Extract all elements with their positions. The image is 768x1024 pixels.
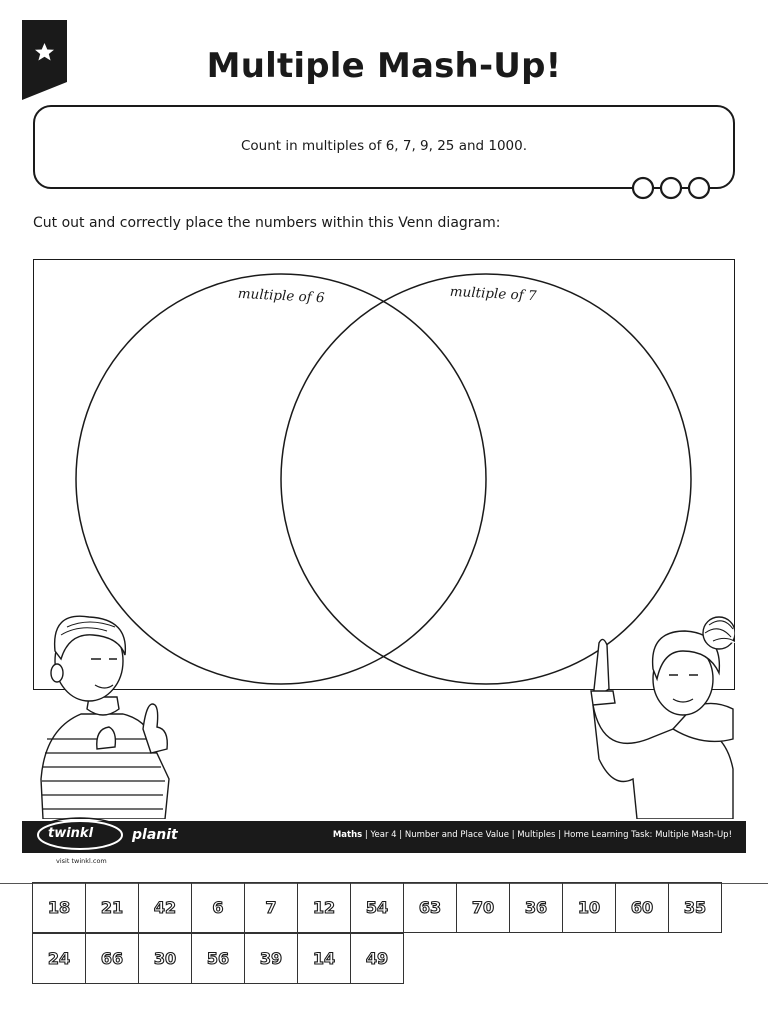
number-card[interactable]: 36	[509, 882, 563, 933]
number-card[interactable]: 63	[403, 882, 457, 933]
number-card[interactable]: 66	[85, 933, 139, 984]
number-card[interactable]: 6	[191, 882, 245, 933]
venn-label-right: multiple of 7	[449, 283, 537, 305]
decorative-rings-icon	[628, 176, 716, 202]
boy-illustration	[41, 616, 169, 819]
number-cards	[32, 883, 722, 985]
task-instruction: Cut out and correctly place the numbers within this Venn diagram:	[33, 215, 501, 231]
footer-meta-text: | Year 4 | Number and Place Value | Multiples | Home Learning Task: Multiple Mash-Up!	[362, 830, 732, 840]
number-card[interactable]: 35	[668, 882, 722, 933]
number-card[interactable]: 7	[244, 882, 298, 933]
footer-subject: Maths	[332, 830, 363, 840]
number-card[interactable]: 10	[562, 882, 616, 933]
footer-meta	[333, 830, 732, 840]
twinkl-brand: twinkl	[48, 826, 94, 841]
number-card[interactable]: 60	[615, 882, 669, 933]
number-card[interactable]: 21	[85, 882, 139, 933]
number-card[interactable]: 56	[191, 933, 245, 984]
card-row-1	[32, 883, 722, 934]
number-card[interactable]: 39	[244, 933, 298, 984]
number-card[interactable]: 49	[350, 933, 404, 984]
number-card[interactable]: 42	[138, 882, 192, 933]
planit-logo: planit	[132, 827, 178, 843]
number-card[interactable]: 12	[297, 882, 351, 933]
number-card[interactable]: 30	[138, 933, 192, 984]
number-card[interactable]: 70	[456, 882, 510, 933]
venn-label-left: multiple of 6	[237, 285, 325, 307]
footer-bar	[22, 821, 746, 853]
number-card[interactable]: 24	[32, 933, 86, 984]
number-card[interactable]: 18	[32, 882, 86, 933]
visit-link[interactable]: visit twinkl.com	[56, 857, 107, 865]
venn-diagram	[33, 259, 735, 819]
number-card[interactable]: 54	[350, 882, 404, 933]
number-card[interactable]: 14	[297, 933, 351, 984]
star-icon	[36, 847, 45, 853]
girl-illustration	[591, 617, 735, 819]
instruction-text: Count in multiples of 6, 7, 9, 25 and 1000.	[240, 138, 528, 154]
card-row-2	[32, 934, 722, 985]
page-title: Multiple Mash-Up!	[206, 46, 562, 86]
